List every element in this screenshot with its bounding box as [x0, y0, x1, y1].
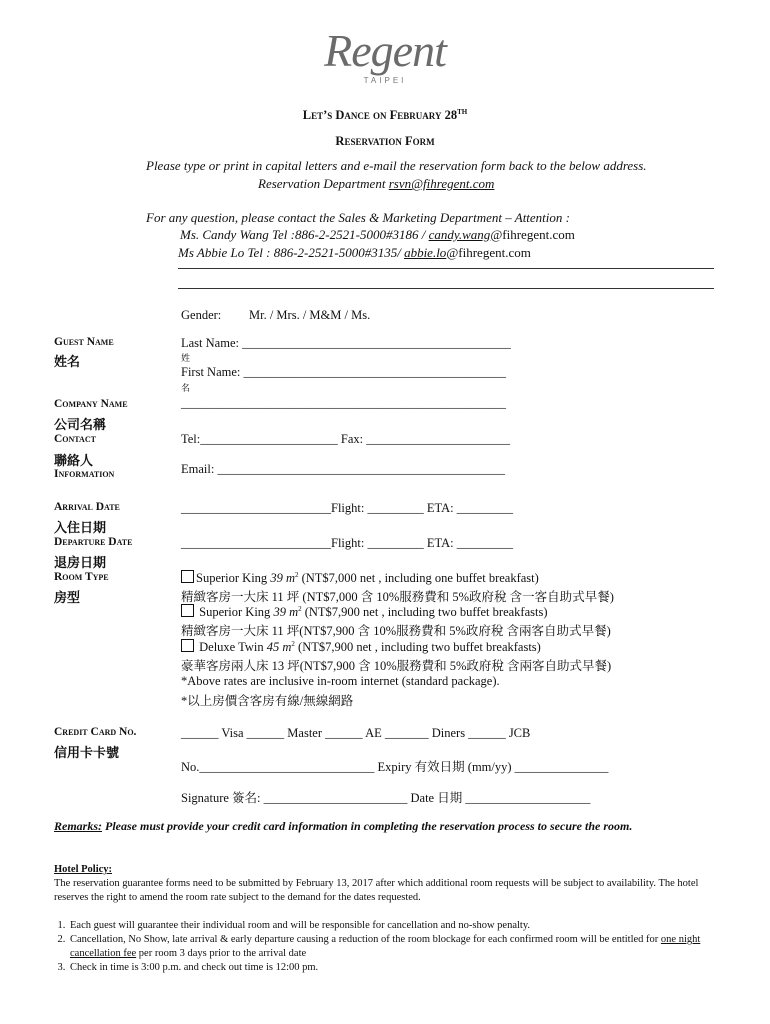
room-option-1-zh: 精緻客房一大床 11 坪 (NT$7,000 含 10%服務費和 5%政府稅 含一客自助式早餐)	[181, 590, 614, 604]
room-option-2-name: Superior King	[196, 605, 274, 619]
departure-date-label-zh: 退房日期	[54, 555, 107, 570]
room-option-2-size: 39 m	[273, 605, 299, 619]
policy-item-3: 3. Check in time is 3:00 p.m. and check out time is 12:00 pm.	[68, 961, 718, 975]
event-title-text: Let’s Dance on February 28	[302, 108, 458, 123]
room-option-1-checkbox[interactable]	[181, 570, 194, 583]
room-option-2-rate: (NT$7,900 net , including two buffet breakfasts)	[301, 605, 548, 619]
room-option-3-rate: (NT$7,900 net , including two buffet breakfasts)	[294, 640, 541, 654]
credit-card-label: Credit Card No.	[54, 726, 137, 738]
sq-sup-2: 2	[298, 604, 302, 613]
departure-field[interactable]: ________________________Flight: _________ ETA: _________	[181, 536, 513, 550]
remarks-text: Please must provide your credit card information in completing the reservation process to secure the room.	[102, 819, 633, 833]
reservation-dept	[258, 176, 494, 192]
last-name-field[interactable]: Last Name: ___________________________________________	[181, 336, 511, 350]
contact-info-label: Contact	[54, 433, 96, 445]
room-option-3-checkbox[interactable]	[181, 639, 194, 652]
dept-email-link[interactable]: rsvn@fihregent.com	[388, 176, 495, 191]
card-number-field[interactable]: No.____________________________ Expiry 有效日期 (mm/yy) _______________	[181, 760, 609, 774]
person2-email-link[interactable]: abbie.lo	[404, 245, 447, 260]
person1-label: Ms. Candy Wang Tel :886-2-2521-5000#3186 /	[180, 227, 429, 242]
regent-logo	[0, 25, 770, 85]
divider-2	[178, 288, 714, 289]
room-option-1-name: Superior King	[196, 571, 271, 585]
arrival-date-label: Arrival Date	[54, 501, 120, 513]
room-type-label-zh: 房型	[54, 590, 81, 605]
first-name-zh: 名	[181, 383, 191, 393]
room-option-2-zh: 精緻客房一大床 11 坪(NT$7,900 含 10%服務費和 5%政府稅 含兩客自助式早餐)	[181, 624, 611, 638]
policy-item-2	[68, 933, 718, 961]
gender-options[interactable]: Mr. / Mrs. / M&M / Ms.	[249, 308, 371, 322]
company-name-label-zh: 公司名稱	[54, 417, 107, 432]
policy-list	[54, 919, 718, 975]
contact-info-label-2: Information	[54, 468, 115, 480]
sq-sup-3: 2	[291, 639, 295, 648]
room-option-1-size: 39 m	[270, 571, 295, 585]
gender-label: Gender:	[181, 308, 222, 322]
room-option-2-checkbox[interactable]	[181, 604, 194, 617]
logo-city: TAIPEI	[363, 76, 407, 85]
event-title-sup: TH	[457, 108, 468, 116]
signature-field[interactable]: Signature 簽名: _______________________ Date 日期 ____________________	[181, 791, 591, 805]
guest-name-label: Guest Name	[54, 336, 114, 348]
divider-1	[178, 268, 714, 269]
arrival-date-label-zh: 入住日期	[54, 520, 107, 535]
form-title: Reservation Form	[335, 134, 435, 148]
tel-fax-field[interactable]: Tel:______________________ Fax: _______________________	[181, 432, 510, 446]
first-name-field[interactable]: First Name: __________________________________________	[181, 365, 506, 379]
contact-person-1	[180, 227, 575, 243]
contact-person-2	[178, 245, 531, 261]
credit-card-label-zh: 信用卡卡號	[54, 745, 120, 760]
person1-domain: @fihregent.com	[490, 227, 575, 242]
policy-title: Hotel Policy:	[54, 864, 113, 875]
event-title	[0, 108, 770, 123]
contact-info-label-zh: 聯絡人	[54, 453, 94, 468]
arrival-field[interactable]: ________________________Flight: _________ ETA: _________	[181, 501, 513, 515]
guest-name-label-zh: 姓名	[54, 354, 81, 369]
person1-email-link[interactable]: candy.wang	[428, 227, 491, 242]
instruction-text: Please type or print in capital letters and e-mail the reservation form back to the below address.	[146, 158, 647, 173]
policy-intro: The reservation guarantee forms need to be submitted by February 13, 2017 after which additional room requests will be subject to availability. The hotel reserves the right to amend the room rate subject to the demand for the dates requested.	[54, 878, 699, 903]
departure-date-label: Departure Date	[54, 536, 133, 548]
card-type-field[interactable]: ______ Visa ______ Master ______ AE _______ Diners ______ JCB	[181, 726, 531, 740]
room-option-3-zh: 豪華客房兩人床 13 坪(NT$7,900 含 10%服務費和 5%政府稅 含兩客自助式早餐)	[181, 659, 612, 673]
sq-sup-1: 2	[294, 570, 299, 579]
room-rate-note: *Above rates are inclusive in-room internet (standard package).	[181, 674, 500, 688]
room-option-3	[181, 639, 541, 655]
person2-domain: @fihregent.com	[446, 245, 531, 260]
logo-brand: Regent	[324, 25, 446, 76]
room-rate-note-zh: *以上房價含客房有線/無線網路	[181, 694, 354, 708]
room-option-3-name: Deluxe Twin	[196, 640, 267, 654]
remarks	[54, 818, 718, 835]
policy-item-2-tail: per room 3 days prior to the arrival date	[136, 948, 307, 959]
room-option-2	[181, 604, 548, 620]
policy-item-2-fee: one night cancellation fee	[70, 934, 701, 959]
dept-label: Reservation Department	[258, 176, 389, 191]
room-option-1-rate: (NT$7,000 net , including one buffet breakfast)	[298, 571, 539, 585]
room-type-label: Room Type	[54, 571, 109, 583]
room-option-1	[181, 570, 539, 586]
contact-intro: For any question, please contact the Sales & Marketing Department – Attention :	[146, 210, 570, 225]
room-option-3-size: 45 m	[266, 640, 292, 654]
last-name-zh: 姓	[181, 353, 191, 363]
remarks-label: Remarks:	[54, 819, 102, 833]
company-name-label: Company Name	[54, 398, 128, 410]
email-field[interactable]: Email: ______________________________________________	[181, 462, 505, 476]
company-name-field[interactable]: ____________________________________________________	[181, 396, 506, 410]
person2-label: Ms Abbie Lo Tel : 886-2-2521-5000#3135/	[178, 245, 405, 260]
policy-item-1: 1. Each guest will guarantee their individual room and will be responsible for cancellation and no-show penalty.	[68, 919, 718, 933]
policy-item-2-text: Cancellation, No Show, late arrival & early departure causing a reduction of the room blockage for each confirmed room will be entitled for	[70, 934, 661, 945]
